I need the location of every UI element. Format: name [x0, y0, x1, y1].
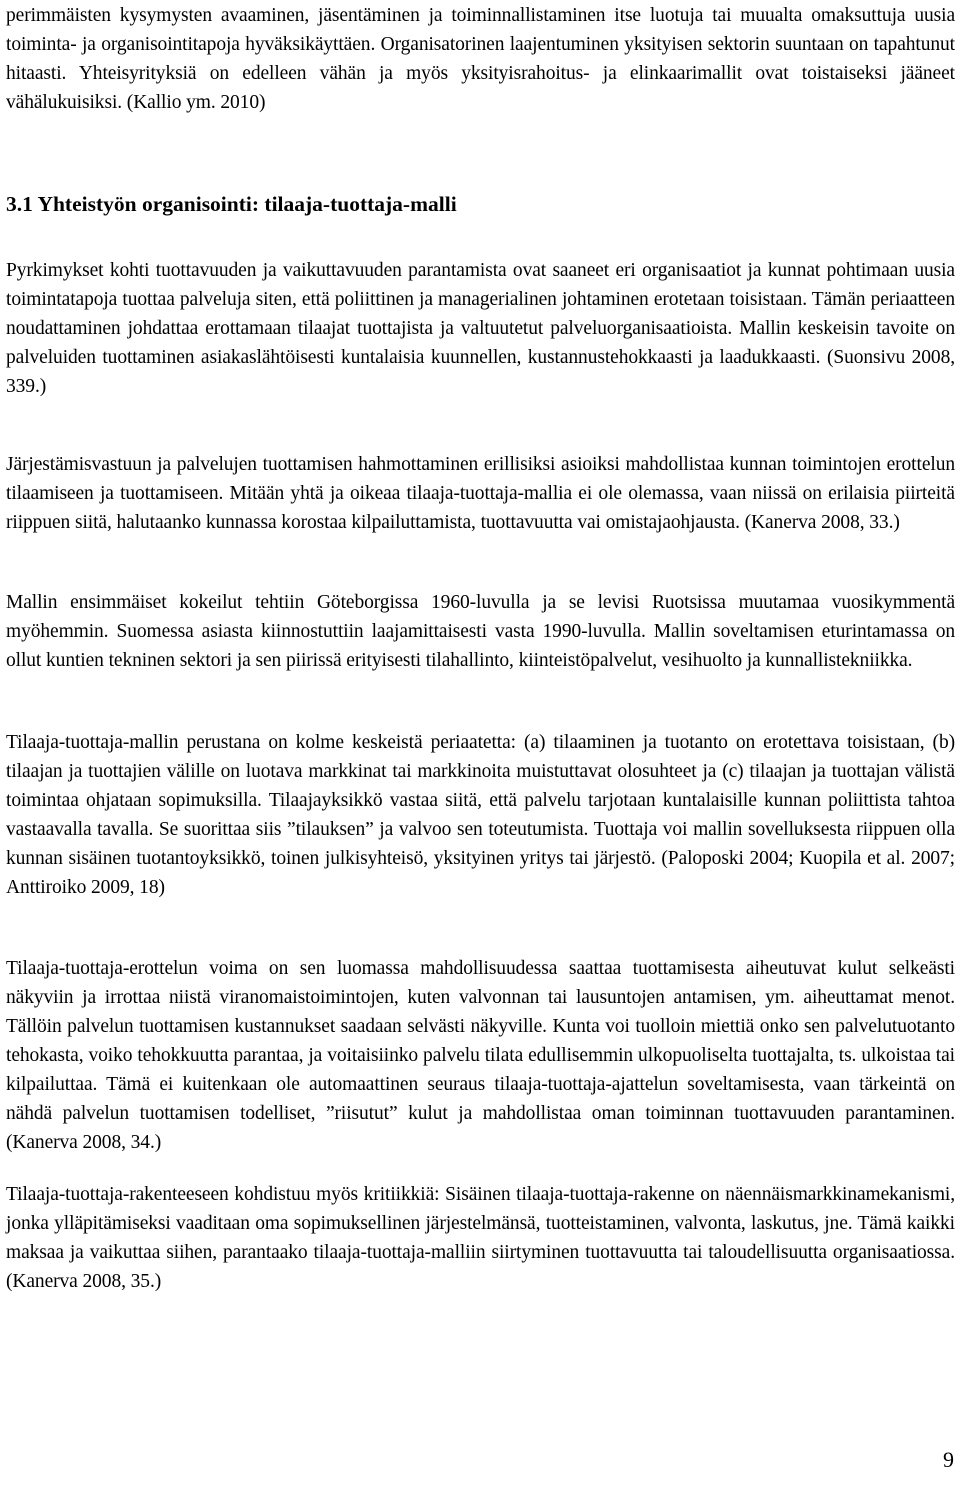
body-paragraph: Järjestämisvastuun ja palvelujen tuottamisen hahmottaminen erillisiksi asioiksi mahdollistaa kunnan toimintojen erottelun tilaamiseen ja tuottamiseen. Mitään yhtä ja oikeaa tilaaja-tuottaja-mallia ei ole olemassa, vaan niissä on erilaisia piirteitä riippuen siitä, halutaanko kunnassa korostaa kilpailuttamista, tuottavuutta vai omistajaohjausta. (Kanerva 2008, 33.) [6, 454, 955, 533]
section-heading: 3.1 Yhteistyön organisointi: tilaaja-tuottaja-malli [6, 192, 457, 216]
intro-paragraph: perimmäisten kysymysten avaaminen, jäsentäminen ja toiminnallistaminen itse luotuja tai muualta omaksuttuja uusia toiminta- ja organisointitapoja hyväksikäyttäen. Organisatorinen laajentuminen yksityisen sektorin suuntaan on tapahtunut hitaasti. Yhteisyrityksiä on edelleen vähän ja myös yksityisrahoitus- ja elinkaarimallit ovat toistaiseksi jääneet vähälukuisiksi. (Kallio ym. 2010) [6, 5, 955, 113]
body-paragraph: Tilaaja-tuottaja-mallin perustana on kolme keskeistä periaatetta: (a) tilaaminen ja tuotanto on erotettava toisistaan, (b) tilaajan ja tuottajien välille on luotava markkinat tai markkinoita muistuttavat olosuhteet ja (c) tilaajan ja tuottajan välistä toimintaa ohjataan sopimuksilla. Tilaajayksikkö vastaa siitä, että palvelu tarjotaan kuntalaisille kunnan poliittista tahtoa vastaavalla tavalla. Se suorittaa siis ”tilauksen” ja valvoo sen toteutumista. Tuottaja voi mallin sovelluksesta riippuen olla kunnan sisäinen tuotantoyksikkö, toinen julkisyhteisö, yksityinen yritys tai järjestö. (Paloposki 2004; Kuopila et al. 2007; Anttiroiko 2009, 18) [6, 732, 955, 898]
body-paragraph: Tilaaja-tuottaja-erottelun voima on sen luomassa mahdollisuudessa saattaa tuottamisesta aiheutuvat kulut selkeästi näkyviin ja irrottaa niistä viranomaistoimintojen, kuten valvonnan tai lausuntojen antamisen, ym. aiheuttamat menot. Tällöin palvelun tuottamisen kustannukset saadaan selvästi näkyville. Kunta voi tuolloin miettiä onko sen palvelutuotanto tehokasta, voiko tehokkuutta parantaa, ja voitaisiinko palvelu tilata edullisemmin ulkopuoliselta tuottajalta, ts. ulkoistaa tai kilpailuttaa. Tämä ei kuitenkaan ole automaattinen seuraus tilaaja-tuottaja-ajattelun soveltamisesta, vaan tärkeintä on nähdä palvelun tuottamisen todelliset, ”riisutut” kulut ja mahdollistaa oman toiminnan tuottavuuden parantaminen. (Kanerva 2008, 34.) [6, 958, 955, 1153]
page-number: 9 [943, 1447, 954, 1472]
body-paragraph: Tilaaja-tuottaja-rakenteeseen kohdistuu myös kritiikkiä: Sisäinen tilaaja-tuottaja-rakenne on näennäismarkkinamekanismi, jonka ylläpitämiseksi vaaditaan oma sopimuksellinen järjestelmänsä, tuotteistaminen, valvonta, laskutus, jne. Tämä kaikki maksaa ja vaikuttaa siihen, parantaako tilaaja-tuottaja-malliin siirtyminen tuottavuutta tai taloudellisuutta organisaatiossa. (Kanerva 2008, 35.) [6, 1184, 955, 1292]
body-paragraph: Pyrkimykset kohti tuottavuuden ja vaikuttavuuden parantamista ovat saaneet eri organisaatiot ja kunnat pohtimaan uusia toimintatapoja tuottaa palveluja siten, että poliittinen ja managerialinen johtaminen erotetaan toisistaan. Tämän periaatteen noudattaminen johdattaa erottamaan tilaajat tuottajista ja valtuutetut palveluorganisaatioista. Mallin keskeisin tavoite on palveluiden tuottaminen asiakaslähtöisesti kuntalaisia kuunnellen, kustannustehokkaasti ja laadukkaasti. (Suonsivu 2008, 339.) [6, 260, 955, 397]
body-paragraph: Mallin ensimmäiset kokeilut tehtiin Göteborgissa 1960-luvulla ja se levisi Ruotsissa muutamaa vuosikymmentä myöhemmin. Suomessa asiasta kiinnostuttiin laajamittaisesti vasta 1990-luvulla. Mallin soveltamisen eturintamassa on ollut kuntien tekninen sektori ja sen piirissä erityisesti tilahallinto, kiinteistöpalvelut, vesihuolto ja kunnallistekniikka. [6, 592, 955, 671]
